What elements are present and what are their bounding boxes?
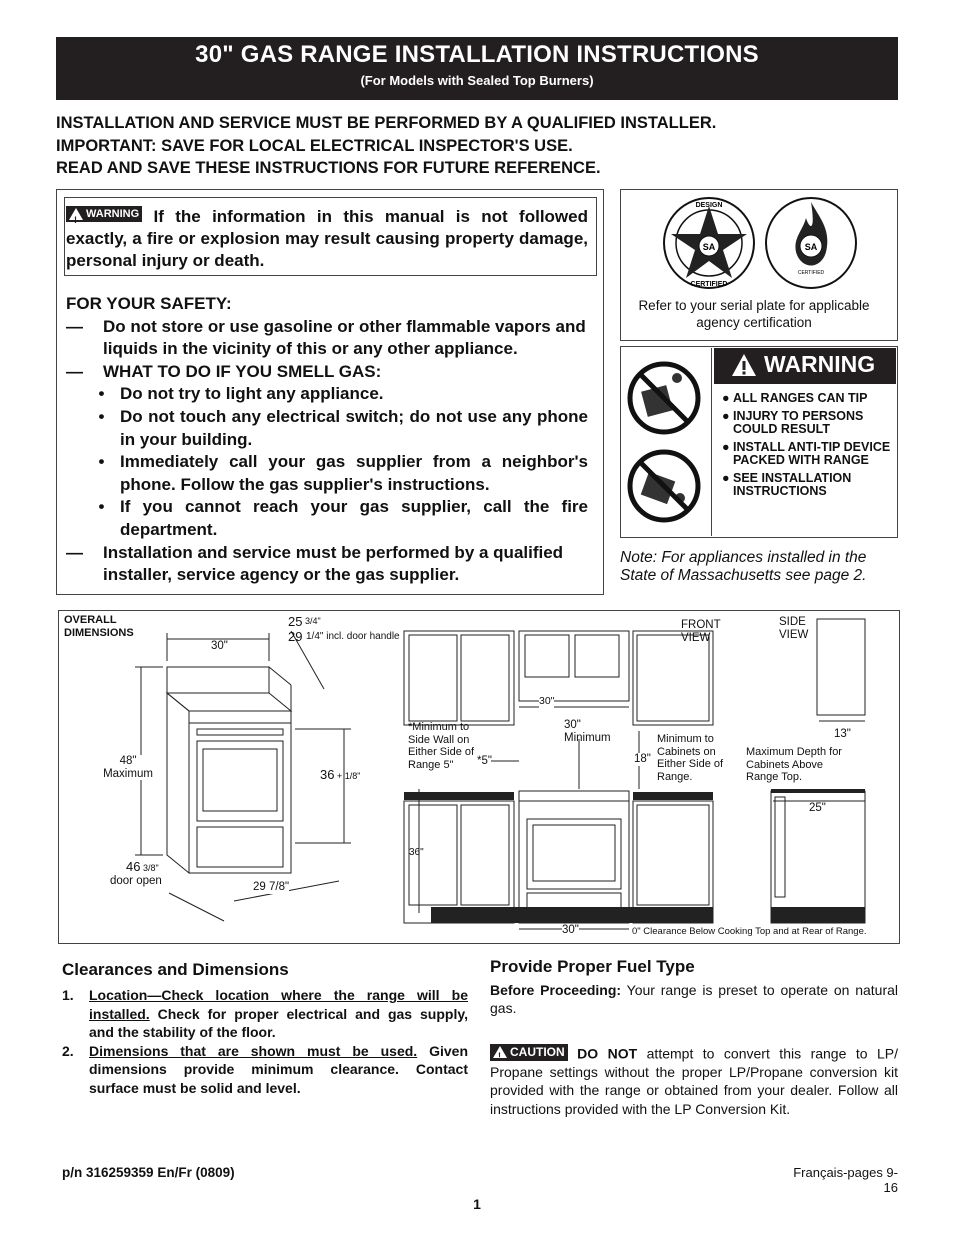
page-number: 1 — [473, 1196, 481, 1212]
side-wall-note: *Minimum to Side Wall on Either Side of Range 5" — [408, 721, 475, 771]
overall-dimensions-title: OVERALL DIMENSIONS — [64, 614, 134, 639]
page-title: 30" GAS RANGE INSTALLATION INSTRUCTIONS — [195, 41, 759, 68]
safety-item — [66, 316, 588, 361]
item-number: 2. — [62, 1042, 74, 1059]
before-label: Before Proceeding: — [490, 981, 622, 998]
floor-and-countertops — [404, 789, 865, 923]
min-30-label: 30" Minimum — [564, 719, 611, 744]
tip-warning-list — [722, 392, 892, 503]
side-view-label: SIDE VIEW — [779, 616, 809, 641]
item-text: Given dimensions provide minimum clearance. Contact surface must be solid and level. — [89, 1042, 469, 1096]
tip-warning-item: ● INSTALL ANTI-TIP DEVICE PACKED WITH RANGE — [722, 440, 891, 467]
item-emphasis: Dimensions that are shown must be used. — [89, 1042, 418, 1059]
intro-line-3: READ AND SAVE THESE INSTRUCTIONS FOR FUTURE REFERENCE. — [56, 159, 601, 177]
height-18-label: 18" — [634, 753, 651, 765]
svg-text:SA: SA — [702, 242, 716, 252]
depth-13-label: 13" — [834, 728, 851, 740]
dash-marker: — — [66, 361, 83, 381]
alert-triangle-icon — [493, 1046, 507, 1058]
front-view-label: FRONT VIEW — [681, 619, 721, 644]
title-banner — [56, 37, 898, 100]
gas-bullet — [66, 406, 588, 451]
tip-warning-item-text: INJURY TO PERSONS COULD RESULT — [733, 409, 864, 436]
width-30-label: 30" — [211, 640, 228, 652]
dash-marker: — — [66, 542, 83, 562]
intro-line-2: IMPORTANT: SAVE FOR LOCAL ELECTRICAL INSPECTOR'S USE. — [56, 136, 573, 155]
base-depth-label: 29 7/8" — [253, 881, 290, 893]
height-48-label: 48" Maximum — [98, 755, 158, 780]
fuel-type-section — [490, 958, 898, 1118]
part-number: p/n 316259359 En/Fr (0809) — [62, 1165, 235, 1180]
bullet-text: If you cannot reach your gas supplier, call the fire department. — [120, 497, 588, 539]
tip-warning-item: ● SEE INSTALLATION INSTRUCTIONS — [722, 472, 892, 498]
bullet-marker: • — [98, 384, 105, 404]
clearances-list — [62, 986, 468, 1097]
intro-notice — [56, 112, 906, 180]
front-dimension-lines — [419, 707, 865, 929]
star-5-label: *5" — [477, 755, 492, 767]
no-tipping-icon — [630, 452, 698, 520]
tip-warning-item: ● INJURY TO PERSONS COULD RESULT — [722, 410, 892, 436]
safety-item — [66, 542, 588, 587]
warning-text: If the information in this manual is not followed exactly, a fire or explosion may result causing property damage, personal injury or death. — [66, 207, 588, 270]
design-certified-seal-icon — [664, 198, 754, 288]
seal-top-text: DESIGN — [695, 202, 723, 209]
before-text: Your range is preset to operate on natural gas. — [490, 981, 899, 1016]
height-36-label: 36 — [320, 767, 335, 782]
safety-item — [66, 361, 588, 384]
depth-b-fraction: 1/4" incl. door handle — [306, 631, 400, 642]
caution-paragraph — [490, 1044, 898, 1119]
dimensions-diagram — [58, 610, 900, 944]
tip-warning-header — [714, 348, 896, 384]
seal-bottom-text: CERTIFIED — [690, 281, 728, 288]
safety-item-text: Do not store or use gasoline or other flammable vapors and liquids in the vicinity of this or any other appliance. — [103, 316, 586, 359]
cabinet-30-label: 30" — [539, 695, 555, 707]
certification-seals — [621, 190, 897, 295]
caution-badge — [490, 1044, 568, 1061]
bullet-text: Do not touch any electrical switch; do not use any phone in your building. — [120, 406, 588, 449]
warning-statement — [66, 206, 588, 272]
gas-certified-seal-icon — [766, 198, 856, 288]
massachusetts-note: Note: For appliances installed in the State of Massachusetts see page 2. — [620, 549, 867, 584]
door-open-label: 46 — [126, 859, 141, 874]
height-36-cab-label: 36" — [409, 847, 424, 858]
clearance-item — [62, 1042, 468, 1098]
tip-warning-heading: WARNING — [764, 351, 876, 377]
range-drawing — [167, 667, 291, 873]
dash-marker: — — [66, 316, 83, 336]
item-emphasis: Location—Check location where the range will be installed. — [89, 987, 468, 1022]
depth-25-label: 25" — [809, 802, 826, 814]
before-proceeding — [490, 981, 898, 1018]
svg-text:SA: SA — [804, 242, 818, 252]
bullet-marker: • — [98, 497, 105, 517]
safety-instructions — [66, 293, 588, 587]
warning-badge — [66, 206, 142, 222]
warning-badge-label: WARNING — [86, 208, 140, 220]
bullet-text: Do not try to light any appliance. — [120, 384, 384, 404]
tip-pictograms — [622, 348, 712, 536]
gas-bullet — [66, 383, 588, 406]
do-not-text: DO NOT — [577, 1045, 638, 1061]
door-open-text: door open — [110, 875, 162, 887]
french-pages: Français-pages 9-16 — [793, 1165, 898, 1195]
bullet-marker: • — [98, 452, 105, 472]
tip-warning-item-text: ALL RANGES CAN TIP — [733, 391, 868, 405]
bottom-30-label: 30" — [562, 924, 579, 936]
safety-heading: FOR YOUR SAFETY: — [66, 294, 232, 313]
alert-triangle-icon — [69, 208, 83, 220]
bullet-text: Immediately call your gas supplier from a neighbor's phone. Follow the gas supplier's instructions. — [120, 452, 588, 494]
tip-warning-item-text: SEE INSTALLATION INSTRUCTIONS — [733, 471, 852, 498]
no-tip-pictograms — [622, 348, 710, 536]
caution-badge-label: CAUTION — [510, 1044, 565, 1059]
clearance-item — [62, 986, 468, 1042]
depth-a-fraction: 3/4" — [305, 616, 321, 626]
item-number: 1. — [62, 987, 74, 1003]
intro-line-1: INSTALLATION AND SERVICE MUST BE PERFORMED BY A QUALIFIED INSTALLER. — [56, 114, 717, 132]
fuel-heading: Provide Proper Fuel Type — [490, 957, 695, 976]
depth-a-label: 25 — [288, 614, 303, 629]
safety-item-text: WHAT TO DO IF YOU SMELL GAS: — [103, 361, 382, 381]
gas-bullet — [66, 451, 588, 496]
clearances-section — [62, 960, 468, 1097]
no-climbing-icon — [630, 364, 698, 432]
height-36-fraction: + 1/8" — [337, 771, 361, 781]
seal-bottom-text: CERTIFIED — [797, 270, 825, 276]
clearances-heading: Clearances and Dimensions — [62, 960, 289, 979]
safety-item-text: Installation and service must be performed by a qualified installer, service agency or the gas supplier. — [103, 542, 564, 585]
clearance-note: 0" Clearance Below Cooking Top and at Rear of Range. — [632, 926, 867, 937]
certification-text: Refer to your serial plate for applicable agency certification — [638, 298, 870, 330]
caution-text: attempt to convert this range to LP/ Propane settings without the proper LP/Propane conversion kit provided with the range or obtained from your dealer. Follow all instructions provided with the LP Conversion Kit. — [490, 1045, 898, 1117]
depth-b-label: 29 — [288, 629, 303, 644]
tip-warning-item: ● ALL RANGES CAN TIP — [722, 391, 868, 405]
max-depth-note: Maximum Depth for Cabinets Above Range Top. — [746, 746, 842, 783]
bullet-marker: • — [98, 406, 105, 426]
gas-bullet — [66, 496, 588, 541]
min-cabinets-note: Minimum to Cabinets on Either Side of Range. — [657, 733, 724, 783]
door-open-fraction: 3/8" — [143, 863, 159, 873]
page-subtitle: (For Models with Sealed Top Burners) — [360, 73, 594, 88]
item-text: Check for proper electrical and gas supply, and the stability of the floor. — [89, 1005, 468, 1040]
alert-triangle-icon — [731, 353, 757, 377]
tip-warning-item-text: INSTALL ANTI-TIP DEVICE PACKED WITH RANGE — [733, 440, 891, 467]
